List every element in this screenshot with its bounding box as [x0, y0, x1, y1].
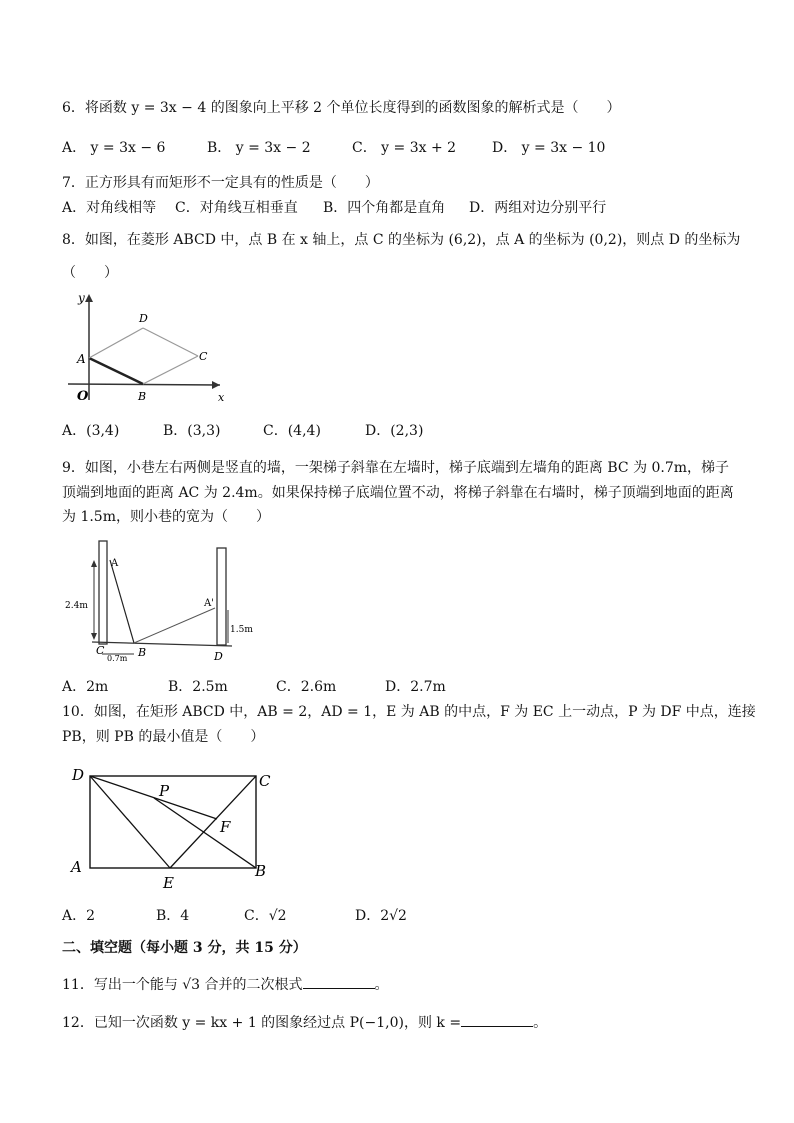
q9-option-b: B．2.5m — [168, 679, 228, 695]
label-b: B — [255, 862, 267, 880]
q8-option-a: A．(3,4) — [62, 423, 120, 439]
q9-option-c: C．2.6m — [276, 679, 337, 695]
q11-answer-blank[interactable] — [303, 974, 375, 989]
label-c: C — [259, 772, 271, 790]
dim-arrow-top — [91, 560, 97, 567]
q11-stem: 11．写出一个能与 √3 合并的二次根式 — [62, 977, 303, 993]
q10-stem-line1: 10．如图，在矩形 ABCD 中，AB = 2，AD = 1，E 为 AB 的中点，F 为 EC 上一动点，P 为 DF 中点，连接 — [62, 704, 756, 720]
segment-ec — [170, 776, 256, 868]
label-c: C — [199, 350, 208, 363]
q10-option-a: A．2 — [62, 908, 96, 924]
label-b: B — [138, 390, 147, 403]
q10-option-b: B．4 — [156, 908, 190, 924]
q6-options — [62, 138, 605, 158]
side-ab — [89, 358, 143, 384]
label-0-7m: 0.7m — [107, 654, 128, 663]
q7-options — [62, 198, 606, 218]
q9-ladder-figure — [62, 538, 262, 668]
q10-option-c: C．√2 — [244, 908, 287, 924]
q10-rectangle-figure — [62, 762, 282, 894]
ladder-right — [134, 608, 215, 643]
q6-stem: 6．将函数 y = 3x − 4 的图象向上平移 2 个单位长度得到的函数图象的解析式是（ ） — [62, 100, 621, 116]
q9-stem-line3: 为 1.5m，则小巷的宽为（ ） — [62, 509, 270, 525]
q11-end: 。 — [374, 977, 389, 993]
q10-options — [62, 906, 407, 926]
q12-answer-blank[interactable] — [461, 1012, 533, 1027]
q10-stem-line2: PB，则 PB 的最小值是（ ） — [62, 729, 265, 745]
label-a: A — [77, 352, 86, 366]
right-wall — [217, 548, 226, 645]
q8-option-b: B．(3,3) — [163, 423, 221, 439]
q9-options — [62, 677, 446, 697]
q8-option-d: D．(2,3) — [365, 423, 424, 439]
label-a: A — [71, 858, 82, 876]
q8-stem: 8．如图，在菱形 ABCD 中，点 B 在 x 轴上，点 C 的坐标为 (6,2)，点 A 的坐标为 (0,2)，则点 D 的坐标为 — [62, 232, 741, 248]
q6-option-a: A． y = 3x − 6 — [62, 140, 166, 156]
q7-option-a: A．对角线相等 — [62, 200, 157, 216]
q9-stem-line2: 顶端到地面的距离 AC 为 2.4m。如果保持梯子底端位置不动，将梯子斜靠在右墙时，梯子顶端到地面的距离 — [62, 485, 734, 501]
side-cd — [143, 328, 198, 356]
q9-option-d: D．2.7m — [385, 679, 446, 695]
label-1-5m: 1.5m — [230, 625, 253, 635]
dim-arrow-bottom — [91, 633, 97, 640]
q12-stem: 12．已知一次函数 y = kx + 1 的图象经过点 P(−1,0)，则 k = — [62, 1015, 462, 1031]
label-a-left: A — [111, 558, 119, 569]
label-o: O — [77, 389, 89, 404]
label-x: x — [218, 391, 225, 404]
label-c: C — [96, 644, 105, 657]
segment-pb — [154, 798, 256, 868]
q7-option-b: B．四个角都是直角 — [323, 200, 446, 216]
label-b: B — [138, 646, 147, 659]
side-da — [89, 328, 143, 358]
q8-option-c: C．(4,4) — [263, 423, 321, 439]
y-axis-arrow — [85, 294, 93, 302]
q12-end: 。 — [533, 1015, 548, 1031]
q8-stem-paren: （ ） — [62, 265, 118, 281]
label-d: D — [139, 312, 148, 325]
q8-rhombus-figure — [60, 288, 230, 406]
q11-line — [62, 974, 389, 995]
q9-stem-line1: 9．如图，小巷左右两侧是竖直的墙，一架梯子斜靠在左墙时，梯子底端到左墙角的距离 BC 为 0.7m，梯子 — [62, 460, 730, 476]
side-bc — [143, 356, 198, 384]
q7-stem: 7．正方形具有而矩形不一定具有的性质是（ ） — [62, 175, 379, 191]
q9-option-a: A．2m — [62, 679, 109, 695]
q6-option-b: B． y = 3x − 2 — [207, 140, 311, 156]
label-a-right: A' — [204, 598, 214, 609]
q12-line — [62, 1012, 547, 1033]
ladder-left — [110, 560, 134, 643]
label-2-4m: 2.4m — [65, 601, 88, 611]
label-d: D — [72, 766, 85, 784]
x-axis-arrow — [212, 381, 220, 389]
label-f: F — [220, 818, 231, 836]
section-2-title: 二、填空题（每小题 3 分，共 15 分） — [62, 940, 307, 956]
label-p: P — [159, 782, 170, 800]
label-e: E — [163, 874, 174, 892]
q8-options — [62, 421, 423, 441]
q7-option-c: C．对角线互相垂直 — [175, 200, 298, 216]
q10-option-d: D．2√2 — [355, 908, 407, 924]
ground-line — [92, 642, 232, 646]
left-wall — [99, 541, 107, 644]
q7-option-d: D．两组对边分别平行 — [469, 200, 607, 216]
rectangle-abcd — [90, 776, 256, 868]
label-y: y — [78, 291, 85, 305]
q6-option-c: C． y = 3x + 2 — [352, 140, 457, 156]
q6-option-d: D． y = 3x − 10 — [492, 140, 606, 156]
label-d: D — [214, 650, 223, 663]
